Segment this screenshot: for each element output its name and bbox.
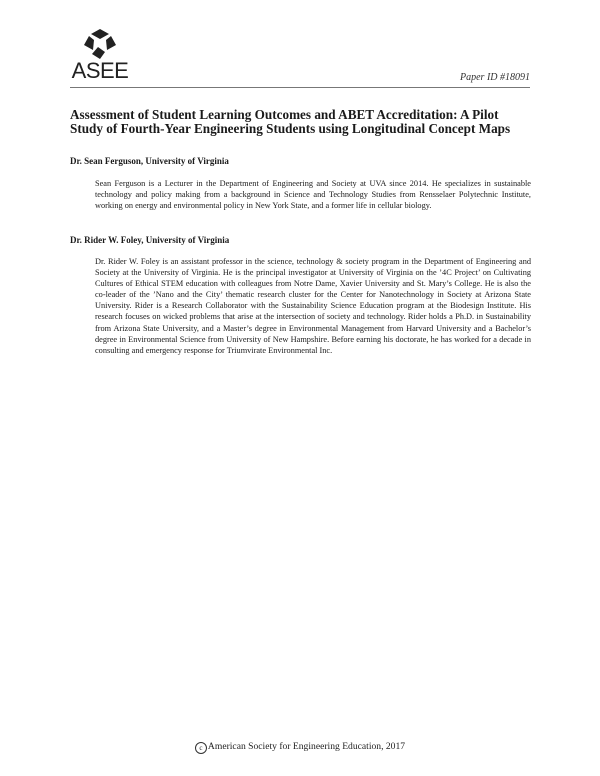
header-divider bbox=[70, 87, 530, 88]
author-bio-2: Dr. Rider W. Foley is an assistant professor in the science, technology & society program in the Department of Engineering and Society at the University of Virginia. He is the principal investigator at University of Virginia on the ’4C Project’ on Cultivating Cultures of Ethical STEM education with colleagues from Notre Dame, Xavier University and St. Mary’s College. He is also the co-leader of the ’Nano and the City’ thematic research cluster for the Center for Nanotechnology in Society at Arizona State University. Rider is a Research Collaborator with the Sustainability Science Education program at the Biodesign Institute. His research focuses on wicked problems that arise at the intersection of society and technology. Rider holds a Ph.D. in Sustainability from Arizona State University, and a Master’s degree in Environmental Management from Harvard University and a Bachelor’s degree in Environmental Science from University of New Hampshire. Before earning his doctorate, he has worked for a decade in consulting and emergency response for Triumvirate Environmental Inc. bbox=[95, 257, 531, 355]
logo-wordmark: ASEE bbox=[71, 58, 129, 83]
footer-text: American Society for Engineering Education, 2017 bbox=[207, 741, 406, 752]
copyright-icon: c bbox=[195, 742, 207, 754]
paper-title: Assessment of Student Learning Outcomes and ABET Accreditation: A Pilot Study of Fourth-Year Engineering Students using Longitudinal Concept Maps bbox=[70, 107, 511, 136]
author-name-2: Dr. Rider W. Foley, University of Virginia bbox=[70, 235, 230, 245]
footer-copyright bbox=[0, 741, 600, 754]
asee-logo bbox=[70, 28, 130, 90]
paper-id: Paper ID #18091 bbox=[460, 72, 530, 83]
author-name-1: Dr. Sean Ferguson, University of Virginia bbox=[70, 156, 229, 166]
asee-logo-icon bbox=[80, 28, 120, 60]
author-bio-1: Sean Ferguson is a Lecturer in the Department of Engineering and Society at UVA since 2014. He specializes in sustainable technology and policy making from a background in Science and Technology Studies from Rensselaer Polytechnic Institute, working on energy and environmental policy in New York State, and a former life in cellular biology. bbox=[95, 179, 531, 211]
